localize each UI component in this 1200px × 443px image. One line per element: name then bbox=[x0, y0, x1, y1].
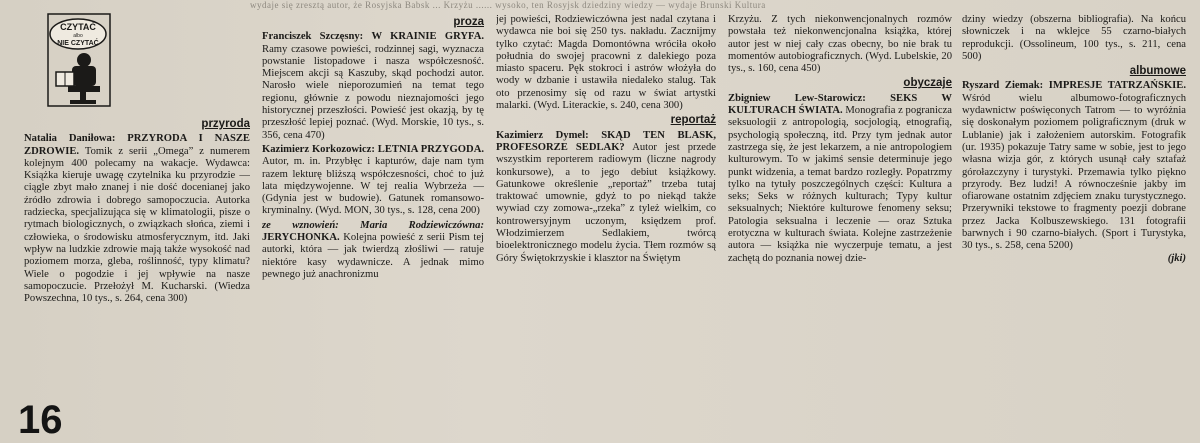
review-entry bbox=[728, 93, 952, 265]
column-obyczaje bbox=[728, 14, 952, 440]
review-entry bbox=[496, 130, 716, 265]
review-author: Zbigniew Lew-Starowicz: bbox=[728, 92, 866, 104]
review-body: Tomik z serii „Omega” z numerem kolejnym 400 polecamy na wakacje. Wydawca: Książka kieruje uwagę czytelnika ku przyrodzie — ciągle zbyt mało znanej i nie dość docenianej jako źródło zdrowia i dobrego samopoczucia. Autorka radziecka, specjalizująca się w klimatologii, pisze o rytmach biologicznych, o związkach słońca, ziemi i człowieka, o środowisku atmosferycznym, itd. Jaki wpływ na ludzkie zdrowie mają także wysokość nad poziomem morza, gleba, roślinność, typy klimatu? Wiele o pogodzie i jej wpływie na nasze samopoczucie. Przełożył M. Kucharski. (Wiedza Powszechna, 10 tys., s. 264, cena 300) bbox=[24, 145, 250, 305]
book-reader-icon bbox=[44, 12, 116, 110]
review-title: JERYCHONKA. bbox=[262, 232, 340, 244]
review-author: Ryszard Ziemak: bbox=[962, 80, 1044, 92]
review-body: Autor jest przede wszystkim reporterem radiowym (liczne nagrody konkursowe), a to jego debiut książkowy. Gatunkowe określenie „reportaż” trzeba tutaj traktować umownie, gdyż to po niekąd także wywiad czy zomowa-„rzeka” z tyleż wielkim, co kontrowersyjnym uczonym, księdzem prof. Włodzimierzem Sedlakiem, twórcą bioelektronicznego modelu życia. Tłem rozmów są Góry Świętokrzyskie i klasztor na Świętym bbox=[496, 141, 716, 264]
section-heading: obyczaje bbox=[903, 77, 952, 90]
review-title: PRZYRODA I NASZE ZDROWIE. bbox=[24, 133, 250, 157]
review-author: Natalia Daniłowa: bbox=[24, 133, 116, 145]
continued-text: jej powieści, Rodziewiczówna jest nadal czytana i wydawca nie boi się 250 tys. nakładu. Zacznijmy tylko czytać: Magda Domontówna wróciła około południa do swojej pracowni z dalekiego poza miasto spaceru. Pęk stokroci i astrów włożyła do wody w dzbanie i ustawiła niedaleko stalug. Tak oto przenosimy się od razu w świat artystki malarki. (Wyd. Literackie, s. 240, cena 300) bbox=[496, 14, 716, 112]
page-number: 16 bbox=[18, 398, 63, 442]
review-entry bbox=[24, 133, 250, 305]
review-entry bbox=[962, 80, 1186, 252]
logo-line-3: NIE CZYTAĆ bbox=[57, 40, 99, 47]
review-title: W KRAINIE GRYFA. bbox=[371, 31, 484, 43]
review-title: IMPRESJE TATRZAŃSKIE. bbox=[1048, 80, 1186, 92]
reviewer-signature: (jki) bbox=[1167, 252, 1186, 264]
review-author: Kazimierz Korkozowicz: bbox=[262, 143, 375, 155]
review-title: LETNIA PRZYGODA. bbox=[377, 143, 484, 155]
continued-text: Krzyżu. Z tych niekonwencjonalnych rozmów powstała też niekonwencjonalna książka, której autor jest w niej cały czas obecny, bo nie brak tu momentów autobiograficznych. (Wyd. Lubelskie, 20 tys., s. 160, cena 450) bbox=[728, 14, 952, 75]
review-entry bbox=[262, 144, 484, 218]
review-title: SKĄD TEN BLASK, PROFESORZE SEDLAK? bbox=[496, 129, 716, 153]
column-przyroda bbox=[24, 116, 250, 406]
czytac-logo bbox=[44, 12, 116, 110]
review-title: SEKS W KULTURACH ŚWIATA. bbox=[728, 92, 952, 117]
section-heading: proza bbox=[453, 16, 484, 28]
review-body: Ramy czasowe powieści, rodzinnej sagi, wyznacza powstanie listopadowe i nasza współczesność. Miejscem akcji są Kaszuby, skąd pochodzi autor. Narosło wiele nieporozumień na temat tego regionu, głównie z powodu nieznajomości jego historycznej przeszłości. Powieść jest okazją, by tę przeszłość lepiej poznać. (Wyd. Morskie, 10 tys., s. 356, cena 470) bbox=[262, 43, 484, 141]
section-heading: albumowe bbox=[1129, 65, 1186, 78]
column-reportaz bbox=[496, 14, 716, 440]
column-albumowe bbox=[962, 14, 1186, 440]
section-heading: przyroda bbox=[201, 118, 250, 130]
logo-line-2: albo bbox=[73, 33, 83, 39]
review-body: Autor, m. in. Przybłęc i kapturów, daje nam tym razem lekturę bliższą współczesności, choć to już lata międzywojenne. W tej realia Wybrzeża — (Gdynia jest w budowie). Gatunek romansowo-kryminalny. (Wyd. MON, 30 tys., s. 128, cena 200) bbox=[262, 156, 484, 217]
review-entry bbox=[262, 31, 484, 142]
review-author: Kazimierz Dymel: bbox=[496, 129, 589, 141]
review-body: Monografia z pogranicza seksuologii z antropologią, socjologią, etnografią, psychologią społeczną, itd. Przy tym jednak autor zastrzega się, że jest lekarzem, a nie antropologiem kulturowym. To w jakimś sensie determinuje jego punkt widzenia, a temat bardzo rozległy. Popatrzmy tylko na tytuły poszczególnych części: Kultura a seks; Seks w różnych kulturach; Typy kultur seksualnych; Niektóre kulturowe fenomeny seksu; Patologia seksualna i leczenie — oraz Sztuka erotyczna w kulturach świata. Kolejne zastrzeżenie autora — książka nie wyczerpuje tematu, a jest zachętą do poznania nowej dzie- bbox=[728, 105, 952, 264]
review-body: Kolejna powieść z serii Pism tej autorki, która — jak twierdzą złośliwi — ratuje niektóre kasy wydawnicze. A jednak mimo pewnego już anachronizmu bbox=[262, 232, 484, 280]
section-heading: reportaż bbox=[670, 114, 716, 127]
bleed-through-text: wydaje się zresztą autor, że Rosyjska Babsk ... Krzyżu ...... wysoko, ten Rosyjsk dziedziny wiedzy — wydaje Brunski Kultura bbox=[250, 0, 766, 10]
review-entry bbox=[262, 220, 484, 281]
continued-text: dziny wiedzy (obszerna bibliografia). Na końcu słowniczek i na wklejce 55 czarno-białych reprodukcji. (Ossolineum, 100 tys., s. 211, cena 500) bbox=[962, 14, 1186, 62]
review-author: ze wznowień: Maria Rodziewiczówna: bbox=[262, 219, 484, 231]
column-proza bbox=[262, 14, 484, 440]
review-author: Franciszek Szczęsny: bbox=[262, 31, 364, 43]
logo-line-1: CZYTAĆ bbox=[60, 22, 96, 32]
review-body: Wśród wielu albumowo-fotograficznych wydawnictw poświęconych Tatrom — to wyróżnia się doskonałym poziomem poligraficznym (druk w Lublanie) jak i założeniem autorskim. Fotografik (ur. 1935) pokazuje Tatry same w sobie, jest to jego własna wizja gór, z których usunął cały sztafaż górołazczyny i turystyki. Przemawia tylko piękno przyrody. Bez ludzi! A równocześnie jakby im ofiarowane ostatnim zdjęciem znaku turystycznego. Przerywniki tekstowe to fragmenty poezji dobrane przez Jacka Kolbuszewskiego. 131 fotografii barwnych i 90 czarno-białych. (Sport i Turystyka, 30 tys., s. 258, cena 5200) bbox=[962, 92, 1186, 252]
